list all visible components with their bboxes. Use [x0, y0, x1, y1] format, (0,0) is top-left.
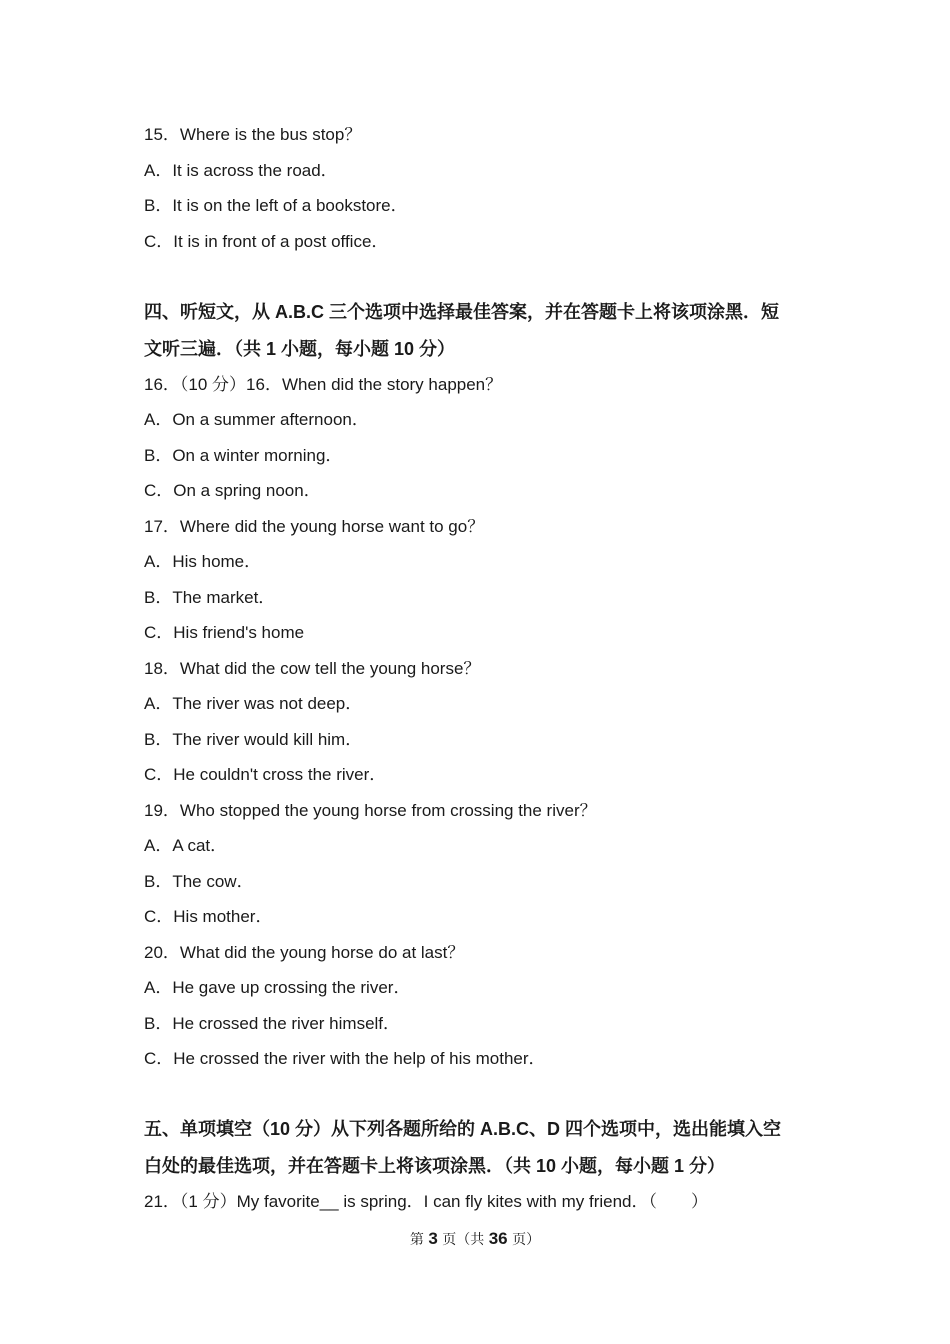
q16-option-a: A．On a summer afternoon．: [144, 410, 369, 429]
total-pages: 36: [488, 1229, 508, 1248]
q16-option-b: B．On a winter morning．: [144, 446, 343, 465]
q19-option-b: B．The cow．: [144, 872, 254, 891]
question-21: 21．（1 分）My favorite__ is spring．I can fly kites with my friend．（ ）: [144, 1192, 708, 1211]
question-15: 15．Where is the bus stop？: [144, 125, 362, 144]
q15-option-a: A．It is across the road．: [144, 161, 338, 180]
q19-option-a: A．A cat．: [144, 836, 228, 855]
q18-option-a: A．The river was not deep．: [144, 694, 363, 713]
footer-suffix: 页）: [512, 1232, 541, 1248]
section-4-heading: [144, 294, 814, 368]
footer-middle: 页（共: [442, 1232, 485, 1248]
q17-option-a: A．His home．: [144, 552, 262, 571]
question-19: 19．Who stopped the young horse from crossing the river？: [144, 801, 597, 820]
page-footer: [0, 1228, 950, 1251]
question-20: 20．What did the young horse do at last？: [144, 943, 465, 962]
q17-option-b: B．The market．: [144, 588, 276, 607]
q15-option-c: C．It is in front of a post office．: [144, 232, 389, 251]
q20-option-b: B．He crossed the river himself．: [144, 1014, 401, 1033]
section-4-line-1: 四、听短文，从 A.B.C 三个选项中选择最佳答案，并在答题卡上将该项涂黑．短: [144, 302, 779, 322]
question-16: 16．（10 分）16．When did the story happen？: [144, 375, 503, 394]
q19-option-c: C．His mother．: [144, 907, 273, 926]
section-4-line-2: 文听三遍．（共 1 小题，每小题 10 分）: [144, 339, 456, 359]
section-5-line-1: 五、单项填空（10 分）从下列各题所给的 A.B.C、D 四个选项中，选出能填入空: [144, 1119, 782, 1139]
q18-option-b: B．The river would kill him．: [144, 730, 363, 749]
q20-option-c: C．He crossed the river with the help of his mother．: [144, 1049, 546, 1068]
section-5-line-2: 白处的最佳选项，并在答题卡上将该项涂黑．（共 10 小题，每小题 1 分）: [144, 1156, 726, 1176]
footer-prefix: 第: [409, 1232, 424, 1248]
q16-option-c: C．On a spring noon．: [144, 481, 321, 500]
question-17: 17．Where did the young horse want to go？: [144, 517, 485, 536]
q17-option-c: C．His friend's home: [144, 623, 305, 642]
q15-option-b: B．It is on the left of a bookstore．: [144, 196, 408, 215]
page-number: 3: [428, 1229, 438, 1248]
q20-option-a: A．He gave up crossing the river．: [144, 978, 411, 997]
question-18: 18．What did the cow tell the young horse？: [144, 659, 481, 678]
section-5-heading: [144, 1111, 814, 1185]
q18-option-c: C．He couldn't cross the river．: [144, 765, 387, 784]
